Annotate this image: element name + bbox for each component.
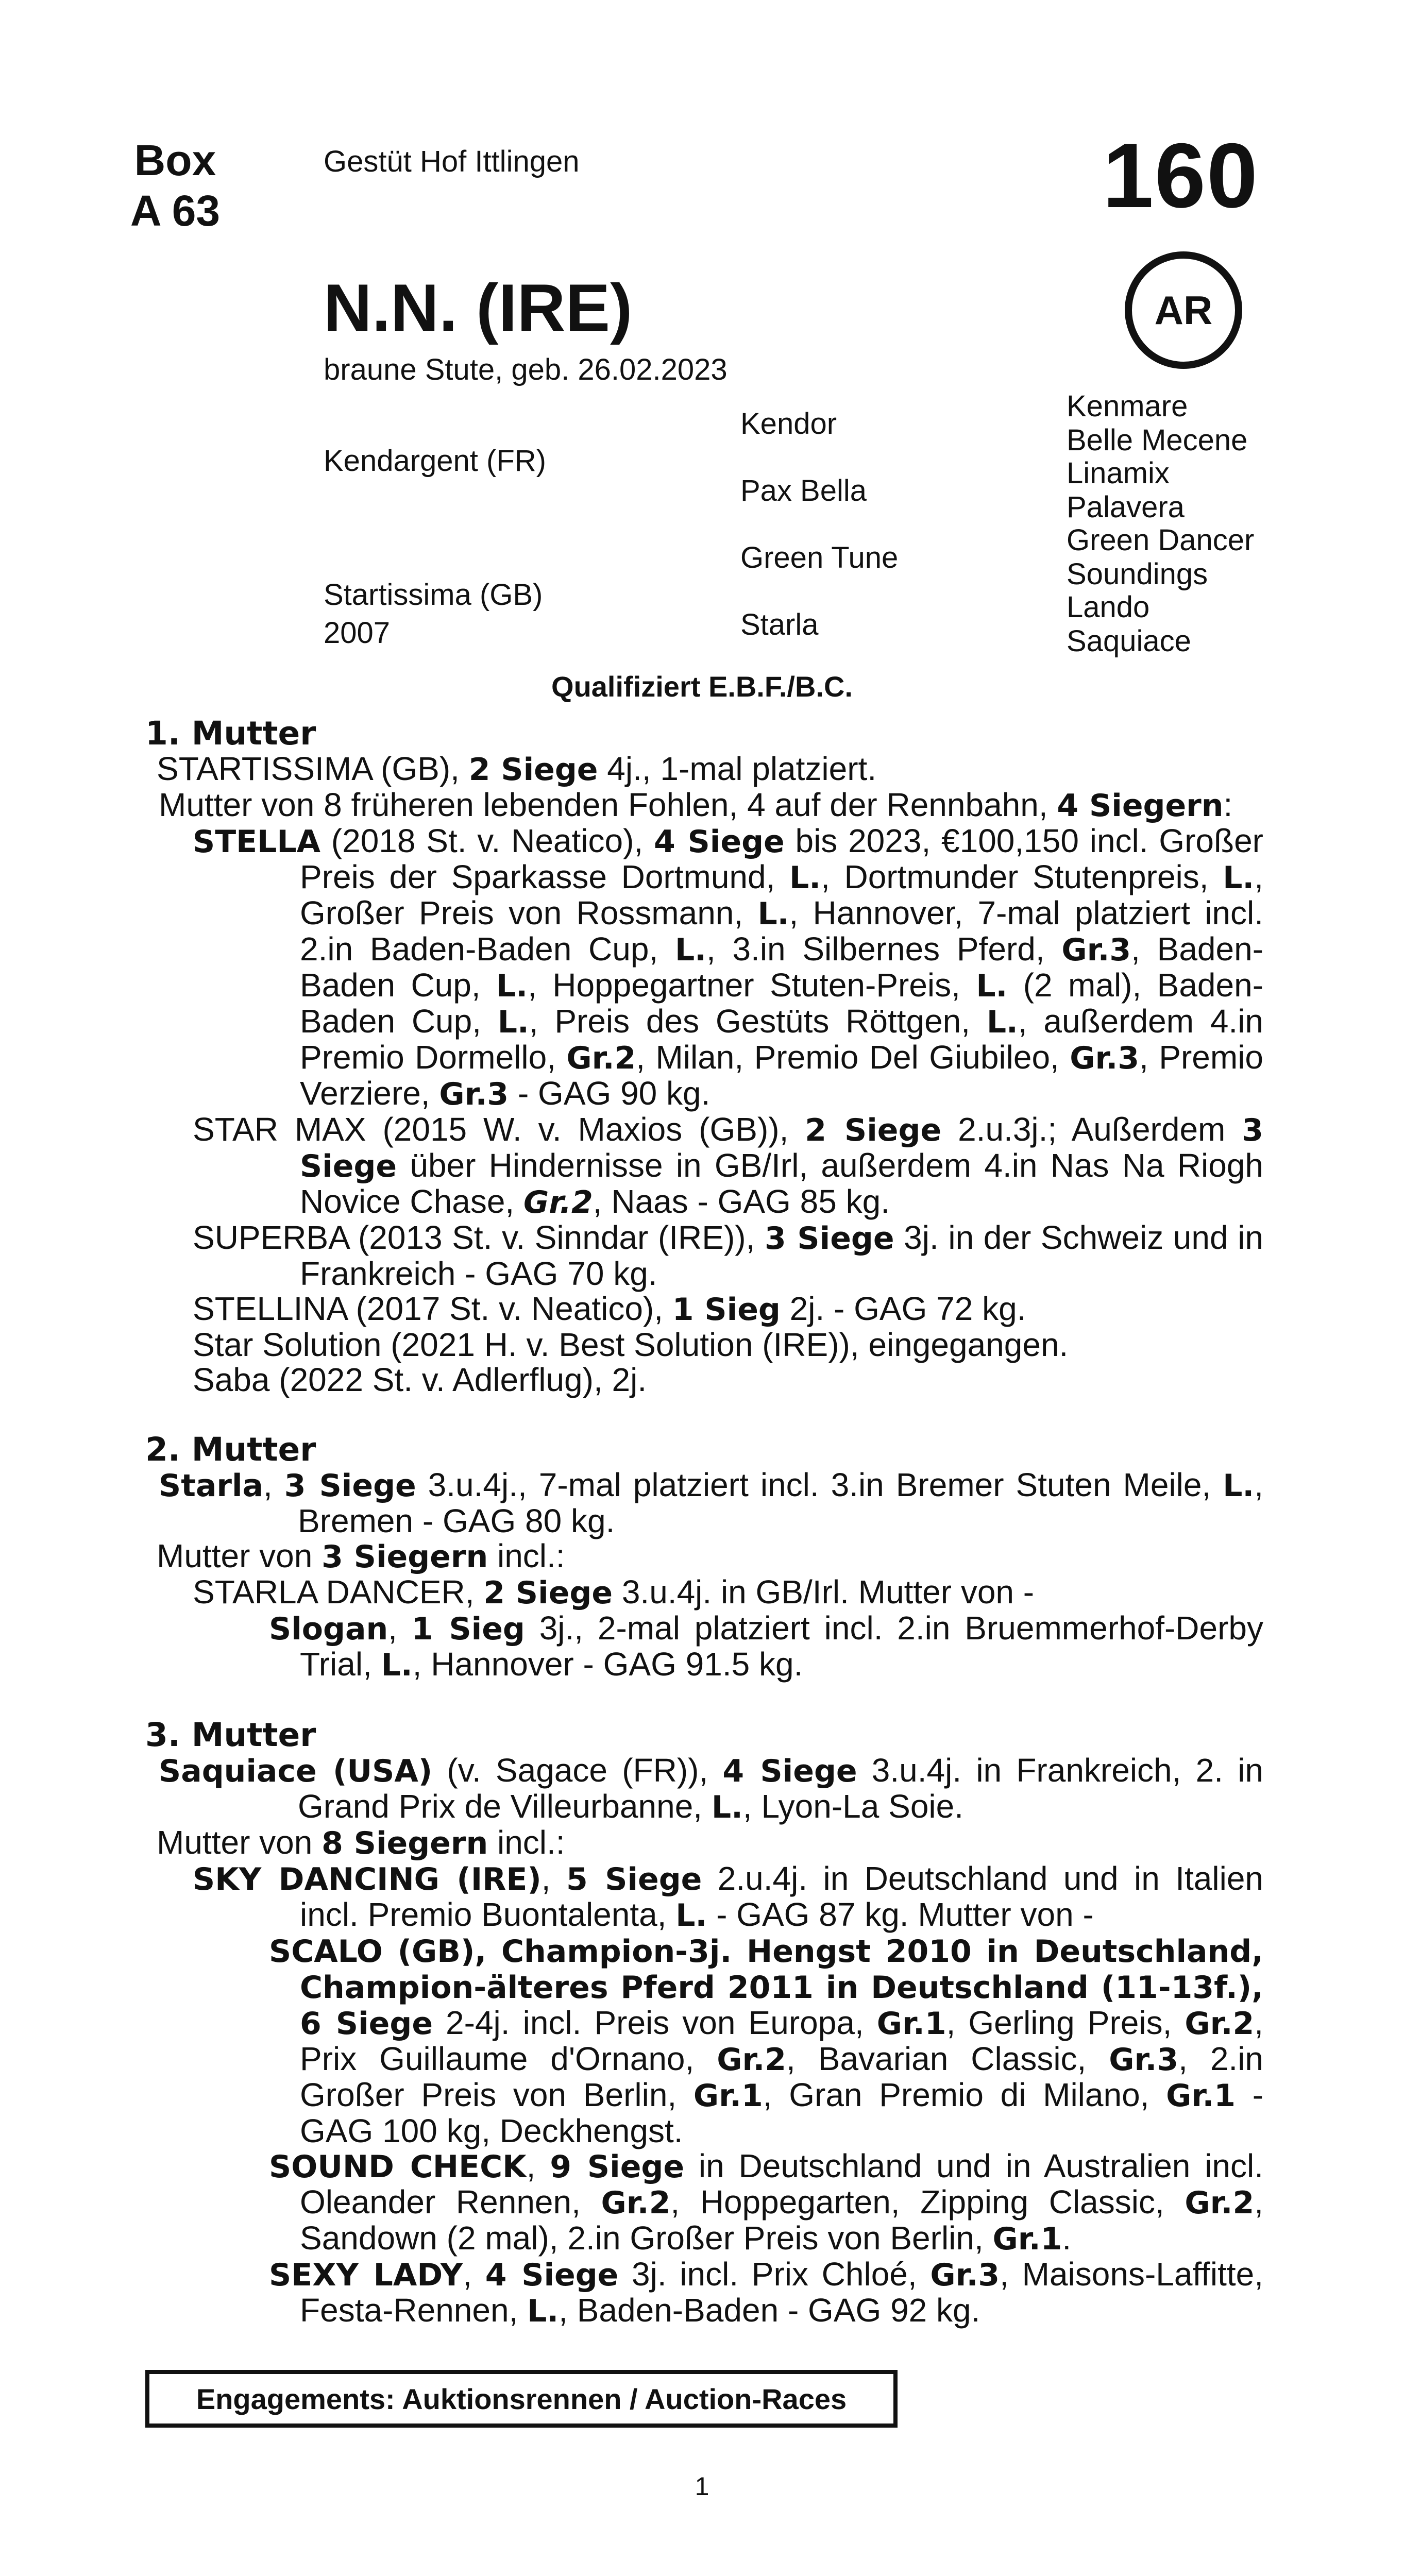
produce-entry [145, 1861, 1263, 1933]
emphasis-text: 2 Siege [805, 1112, 942, 1148]
text-run: , Dortmunder Stutenpreis, [821, 858, 1223, 895]
emphasis-text: 4 Siege [485, 2257, 619, 2293]
text-run: (2018 St. v. Neatico), [320, 822, 654, 859]
text-run: 2j. - GAG 72 kg. [780, 1290, 1026, 1327]
emphasis-text: Gr.3 [1070, 1040, 1140, 1076]
horse-name: N.N. (IRE) [324, 270, 633, 345]
emphasis-text: Gr.2 [1185, 2006, 1255, 2042]
text-run: (2 mal), Baden-Baden Cup, [300, 967, 1264, 1040]
text-run: , Naas - GAG 85 kg. [593, 1183, 890, 1220]
emphasis-text: Gr.2 [717, 2042, 787, 2078]
text-run: , Prix Guillaume d'Ornano, [300, 2004, 1264, 2077]
emphasis-text: SOUND CHECK [269, 2149, 527, 2185]
emphasis-text: 4 Siegern [1057, 788, 1224, 824]
text-run: STARTISSIMA (GB), [157, 750, 469, 787]
emphasis-text: 3 Siege [284, 1468, 416, 1504]
text-run: 3.u.4j., 7-mal platziert incl. 3.in Bremer Stuten Meile, [416, 1466, 1223, 1503]
emphasis-text: L. [1223, 860, 1255, 896]
sub-produce-entry [145, 2148, 1263, 2257]
text-run: - GAG 87 kg. Mutter von - [707, 1896, 1094, 1933]
text-run: Mutter von [157, 1824, 322, 1861]
consignor: Gestüt Hof Ittlingen [324, 145, 580, 178]
text-run: , außerdem 4.in Premio Dormello, [300, 1003, 1264, 1076]
pedigree-grandparent: Kendor [740, 407, 837, 440]
emphasis-text: L. [976, 968, 1008, 1004]
emphasis-text: SEXY LADY [269, 2257, 463, 2293]
produce-entry [145, 823, 1263, 1112]
emphasis-text: L. [789, 860, 821, 896]
emphasis-text: L. [496, 968, 528, 1004]
text-run: , [463, 2256, 485, 2293]
text-run: 3.u.4j. in GB/Irl. Mutter von - [613, 1573, 1035, 1611]
produce-entry [145, 1327, 1263, 1362]
text-run: in Deutschland und in Australien incl. Oleander Rennen, [300, 2147, 1264, 2221]
emphasis-text: 8 Siegern [322, 1825, 488, 1861]
text-run: , Hoppegartner Stuten-Preis, [528, 967, 976, 1004]
emphasis-text: L. [527, 2293, 559, 2329]
sub-produce-entry [145, 1611, 1263, 1683]
pedigree-great-grandparent: Saquiace [1067, 624, 1191, 658]
emphasis-text: L. [381, 1647, 413, 1683]
produce-entry [145, 1220, 1263, 1291]
pedigree-great-grandparent: Belle Mecene [1067, 423, 1248, 457]
emphasis-text: 3 Siegern [322, 1539, 488, 1575]
text-run: , Gerling Preis, [946, 2004, 1185, 2041]
text-run: 3j. incl. Prix Chloé, [618, 2256, 931, 2293]
text-run: , Premio Verziere, [300, 1039, 1264, 1112]
emphasis-text: Gr.1 [1166, 2078, 1236, 2114]
emphasis-text: L. [711, 1789, 743, 1825]
horse-description: braune Stute, geb. 26.02.2023 [324, 353, 728, 386]
pedigree-great-grandparent: Palavera [1067, 490, 1185, 524]
page-number: 1 [695, 2472, 709, 2501]
text-run: , Hoppegarten, Zipping Classic, [670, 2183, 1185, 2221]
text-run: STARLA DANCER, [193, 1573, 484, 1611]
section-heading-mutter2: 2. Mutter [145, 1431, 316, 1468]
produce-entry [145, 1574, 1263, 1611]
text-run: , Hannover - GAG 91.5 kg. [412, 1646, 803, 1683]
text-run: . [1062, 2219, 1072, 2257]
emphasis-text: STELLA [193, 824, 321, 860]
text-run: , Bavarian Classic, [786, 2040, 1109, 2077]
text-run: , 2.in Großer Preis von Berlin, [300, 2040, 1263, 2113]
text-run: , Großer Preis von Rossmann, [300, 858, 1264, 931]
text-run: STAR MAX (2015 W. v. Maxios (GB)), [193, 1111, 805, 1148]
text-run: 3.u.4j. in Frankreich, 2. in Grand Prix de Villeurbanne, [298, 1752, 1264, 1825]
pedigree-grandparent: Starla [740, 608, 819, 641]
emphasis-text: 5 Siege [566, 1861, 702, 1897]
emphasis-text: Gr.2 [601, 2185, 671, 2221]
text-run: bis 2023, €100,150 incl. Großer Preis der Sparkasse Dortmund, [300, 822, 1263, 895]
emphasis-text: Gr.3 [930, 2257, 1000, 2293]
text-run: incl.: [488, 1824, 565, 1861]
pedigree-great-grandparent: Linamix [1067, 456, 1170, 490]
dam-produce-summary [145, 1825, 1263, 1861]
text-run: , [526, 2147, 550, 2184]
text-run: , Bremen - GAG 80 kg. [298, 1466, 1263, 1539]
text-run: : [1223, 786, 1233, 823]
emphasis-text: SKY DANCING (IRE) [193, 1861, 542, 1897]
emphasis-text: Slogan [269, 1611, 388, 1647]
text-run: 3j. in der Schweiz und in Frankreich - GAG 70 kg. [300, 1219, 1264, 1292]
emphasis-text: 4 Siege [653, 824, 785, 860]
text-run: Mutter von [157, 1537, 322, 1574]
dam-line [145, 751, 1263, 787]
sub-produce-entry [145, 1933, 1263, 2148]
text-run: 3j., 2-mal platziert incl. 2.in Bruemmerhof-Derby Trial, [300, 1609, 1264, 1683]
ar-badge: AR [1125, 251, 1242, 369]
text-run: , Sandown (2 mal), 2.in Großer Preis von Berlin, [300, 2183, 1263, 2257]
text-run: , Gran Premio di Milano, [763, 2076, 1166, 2113]
text-run: , Lyon-La Soie. [742, 1788, 963, 1825]
emphasis-text: L. [497, 1004, 529, 1040]
dam-line [145, 1753, 1263, 1825]
pedigree-sire: Kendargent (FR) [324, 444, 546, 478]
text-run: incl.: [488, 1537, 565, 1574]
emphasis-text: Starla [159, 1468, 264, 1504]
emphasis-text: Gr.2 [566, 1040, 636, 1076]
text-run: - GAG 100 kg, Deckhengst. [300, 2076, 1263, 2149]
produce-entry [145, 1291, 1263, 1327]
text-run: , Hannover, 7-mal platziert incl. 2.in Baden-Baden Cup, [300, 894, 1263, 968]
text-run: Mutter von 8 früheren lebenden Fohlen, 4 auf der Rennbahn, [159, 786, 1057, 823]
emphasis-text: 1 Sieg [411, 1611, 525, 1647]
emphasis-text: L. [757, 896, 789, 932]
text-run: , [388, 1609, 412, 1647]
box-label-line2: A 63 [130, 187, 221, 235]
text-run: 2.u.3j.; Außerdem [941, 1111, 1242, 1148]
pedigree-grandparent: Pax Bella [740, 474, 867, 507]
emphasis-text: 1 Sieg [672, 1292, 781, 1328]
text-run: 4j., 1-mal platziert. [598, 750, 877, 787]
emphasis-text: Gr.1 [693, 2078, 763, 2114]
text-run: , Preis des Gestüts Röttgen, [529, 1003, 987, 1040]
emphasis-text: L. [675, 1897, 707, 1934]
pedigree-dam: Startissima (GB) [324, 578, 543, 612]
produce-entry [145, 1112, 1263, 1220]
text-run: , Milan, Premio Del Giubileo, [636, 1039, 1070, 1076]
text-run: Star Solution (2021 H. v. Best Solution (IRE)), eingegangen. [193, 1326, 1069, 1363]
text-run: Saba (2022 St. v. Adlerflug), 2j. [193, 1361, 647, 1398]
text-run: , Maisons-Laffitte, Festa-Rennen, [300, 2256, 1263, 2329]
text-run: SUPERBA (2013 St. v. Sinndar (IRE)), [193, 1219, 765, 1256]
emphasis-text: 3 Siege [300, 1112, 1264, 1184]
engagements-box: Engagements: Auktionsrennen / Auction-Races [145, 2370, 898, 2428]
dam-produce-summary [145, 1538, 1263, 1574]
pedigree-grandparent: Green Tune [740, 541, 899, 574]
emphasis-text: Gr.2 [523, 1184, 593, 1221]
text-run: , [263, 1466, 284, 1503]
emphasis-text: Saquiace (USA) [159, 1753, 433, 1789]
section-heading-mutter3: 3. Mutter [145, 1716, 316, 1754]
emphasis-text: 2 Siege [483, 1575, 613, 1611]
text-run: , Baden-Baden - GAG 92 kg. [559, 2292, 980, 2329]
emphasis-text: Gr.1 [876, 2006, 946, 2042]
pedigree-great-grandparent: Lando [1067, 590, 1150, 624]
text-run: über Hindernisse in GB/Irl, außerdem 4.in Nas Na Riogh Novice Chase, [300, 1147, 1263, 1220]
emphasis-text: 9 Siege [550, 2149, 685, 2185]
box-label-line1: Box [134, 136, 216, 184]
emphasis-text: SCALO (GB), Champion-3j. Hengst 2010 in Deutschland, Champion-älteres Pferd 2011 in Deutschland (11-13f.), 6 Siege [269, 1934, 1263, 2042]
catalogue-content [145, 716, 1263, 2329]
emphasis-text: Gr.3 [1061, 932, 1131, 968]
dam-line [145, 1467, 1263, 1538]
pedigree-great-grandparent: Kenmare [1067, 389, 1188, 423]
emphasis-text: Gr.3 [1109, 2042, 1179, 2078]
text-run: - GAG 90 kg. [509, 1075, 711, 1112]
pedigree-great-grandparent: Soundings [1067, 557, 1208, 591]
text-run: , [541, 1860, 566, 1897]
text-run: , Baden-Baden Cup, [300, 930, 1264, 1004]
text-run: 2-4j. incl. Preis von Europa, [433, 2004, 877, 2041]
emphasis-text: L. [1223, 1468, 1255, 1504]
emphasis-text: Gr.1 [992, 2221, 1062, 2257]
emphasis-text: 4 Siege [722, 1753, 857, 1789]
dam-produce-summary [145, 787, 1263, 823]
emphasis-text: Gr.3 [439, 1076, 509, 1112]
text-run: (v. Sagace (FR)), [432, 1752, 723, 1789]
produce-entry [145, 1362, 1263, 1397]
box-label [103, 135, 247, 236]
emphasis-text: 3 Siege [764, 1221, 894, 1257]
text-run: 2.u.4j. in Deutschland und in Italien incl. Premio Buontalenta, [300, 1860, 1264, 1933]
section-heading-mutter1: 1. Mutter [145, 715, 316, 752]
pedigree-great-grandparent: Green Dancer [1067, 523, 1255, 557]
text-run: , 3.in Silbernes Pferd, [706, 930, 1062, 968]
emphasis-text: L. [986, 1004, 1018, 1040]
text-run: STELLINA (2017 St. v. Neatico), [193, 1290, 672, 1327]
lot-number: 160 [1103, 124, 1259, 227]
pedigree-dam-year: 2007 [324, 616, 391, 650]
emphasis-text: 2 Siege [468, 752, 598, 788]
qualification: Qualifiziert E.B.F./B.C. [551, 670, 853, 703]
sub-produce-entry [145, 2257, 1263, 2329]
emphasis-text: Gr.2 [1185, 2185, 1255, 2221]
emphasis-text: L. [674, 932, 706, 968]
